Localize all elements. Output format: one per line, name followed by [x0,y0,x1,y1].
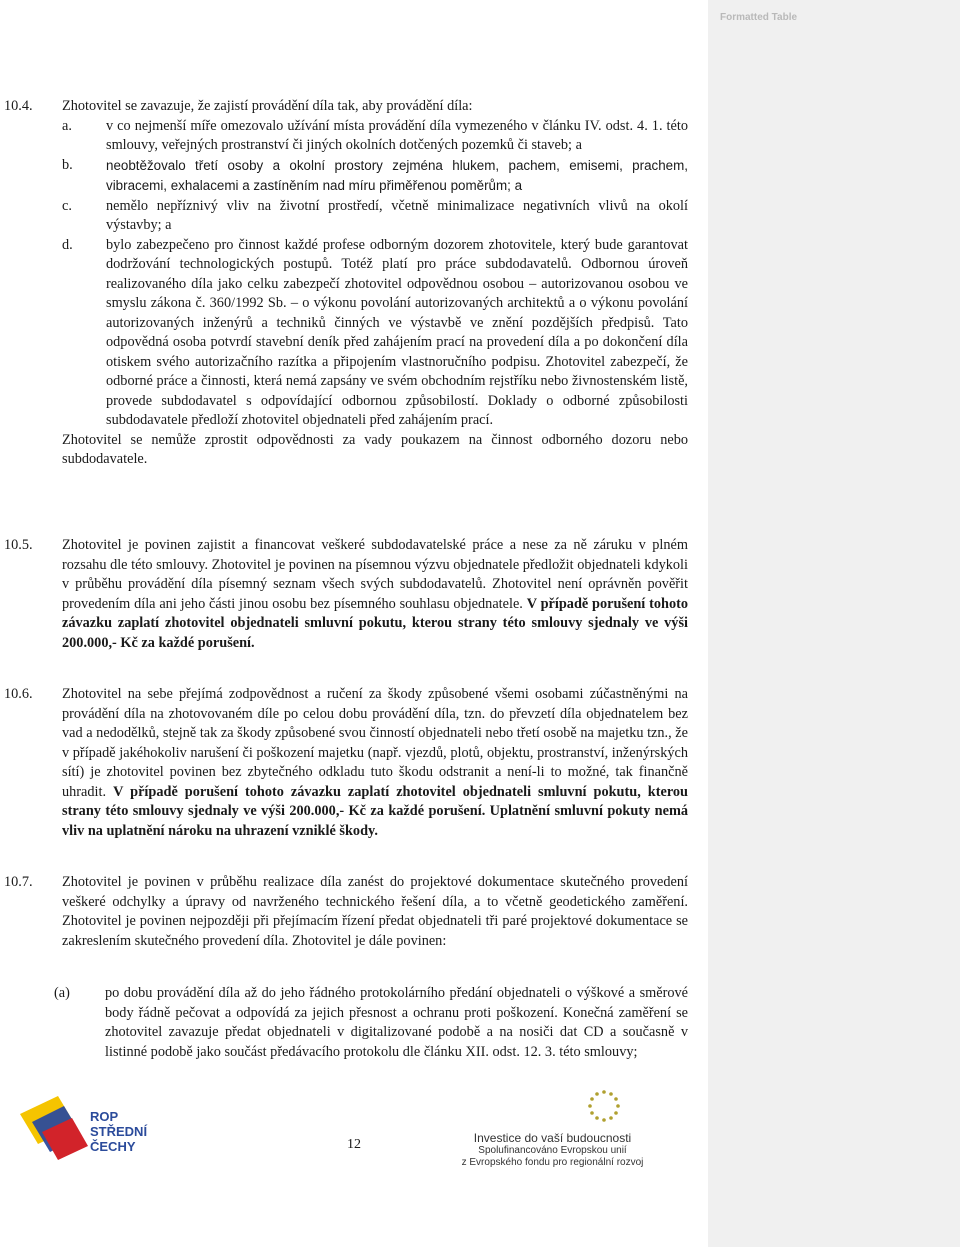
section-number: 10.5. [4,537,33,553]
section-number: 10.6. [4,686,33,702]
subclause-label: (a) [54,985,70,1001]
penalty-clause: V případě porušení tohoto závazku zaplatí zhotovitel objednateli smluvní pokutu, kterou strany této smlouvy sjednaly ve výši 200.000,- Kč za každé porušení. Uplatnění smluvní pokuty nemá vliv na uplatnění nároku na uhrazení vzniklé škody. [62,783,689,839]
comment-margin [708,0,960,1247]
condition-list [62,117,688,431]
section-10-4 [4,97,688,470]
section-number: 10.7. [4,874,33,890]
section-text: Zhotovitel je povinen v průběhu realizace díla zanést do projektové dokumentace skutečného provedení veškeré odchylky a úpravy od navrženého technického řešení díla, a to včetně geodetického zaměření. Zhotovitel je povinen nejpozději při přejímacím řízení předat objednateli tři paré projektové dokumentace se zakreslením skutečného provedení díla. Zhotovitel je dále povinen: [62,874,688,949]
section-intro: Zhotovitel se zavazuje, že zajistí provádění díla tak, aby provádění díla: [62,98,473,114]
eu-stars-icon [580,1086,628,1126]
penalty-clause: V případě porušení tohoto závazku zaplatí zhotovitel objednateli smluvní pokutu, kterou strany této smlouvy sjednaly ve výši 200.000,- Kč za každé porušení. [62,595,688,651]
section-text: Zhotovitel je povinen zajistit a financovat veškeré subdodavatelské práce a nese za ně záruku v plném rozsahu dle této smlouvy. Zhotovitel je povinen na písemnou výzvu objednatele předložit objednateli kdykoli v průběhu provádění díla písemný seznam všech svých subdodavatelů. Zhotovitel není oprávněn pověřit provedením díla ani jeho části jinou osobu bez písemného souhlasu objednatele. V případě porušení tohoto závazku zaplatí zhotovitel objednateli smluvní pokutu, kterou strany této smlouvy sjednaly ve výši 200.000,- Kč za každé porušení. [62,537,688,651]
subclause-a [54,984,688,1062]
rop-logo-text: ROP STŘEDNÍ ČECHY [90,1109,148,1154]
page-number: 12 [347,1137,361,1152]
list-item: b. neobtěžovalo třetí osoby a okolní prostory zejména hlukem, pachem, emisemi, prachem, vibracemi, exhalacemi a zastíněním nad míru přiměřenou poměrům; a [62,156,688,193]
section-closing: Zhotovitel se nemůže zprostit odpovědnosti za vady poukazem na činnost odborného dozoru nebo subdodavatele. [62,431,688,467]
list-item: c. nemělo nepříznivý vliv na životní prostředí, včetně minimalizace negativních vlivů na okolí výstavby; a [62,197,688,233]
section-10-5 [4,536,688,653]
section-10-6 [4,685,688,841]
section-text: Zhotovitel na sebe přejímá zodpovědnost a ručení za škody způsobené všemi osobami zúčastněnými na provádění díla na zhotovovaném díle po celou dobu provádění díla, tzn. do převzetí díla objednatelem bez vad a nedodělků, stejně tak za škody způsobené svou činností objednateli nebo třetí osobě na majetku tzn., že v případě jakéhokoliv narušení či poškození majetku (např. vjezdů, plotů, objektu, prostranství, inženýrských sítí) je zhotovitel povinen bez zbytečného odkladu tuto škodu odstranit a není-li to možné, tak finančně uhradit. V případě porušení tohoto závazku zaplatí zhotovitel objednateli smluvní pokutu, kterou strany této smlouvy sjednaly ve výši 200.000,- Kč za každé porušení. Uplatnění smluvní pokuty nemá vliv na uplatnění nároku na uhrazení vzniklé škody. [62,686,689,839]
list-item: d. bylo zabezpečeno pro činnost každé profese odborným dozorem zhotovitele, který bude garantovat dodržování technologických postupů. Totéž platí pro práce subdodavatelů. Odbornou úroveň realizovaného díla jako celku zabezpečí zhotovitel odpovědnou osobou – autorizovanou osobou ve smyslu zákona č. 360/1992 Sb. – o výkonu povolání autorizovaných architektů a o výkonu povolání autorizovaných inženýrů a techniků činných ve výstavbě ve znění pozdějších předpisů. Tato odpovědná osoba potvrdí stavební deník před zahájením prací na provedení díla a po dokončení díla otiskem svého autorizačního razítka a připojením vlastnoručního podpisu. Zhotovitel zabezpečí, že odborné práce a činnosti, která nemá zapsány ve svém obchodním rejstříku nebo živnostenském listě, provede subdodavatel s odpovídající odbornou způsobilostí. Doklady o odborné způsobilosti subdodavatele předloží zhotovitel objednateli před zahájením prací. [62,236,688,428]
subclause-text: po dobu provádění díla až do jeho řádného protokolárního předání objednateli o výškové a směrové body řádně pečovat a odpovídá za jejich přesnost a ochranu proti poškození. Konečná zaměření se zhotovitel zavazuje předat objednateli v digitalizované podobě a na nosiči dat CD a současně v listinné podobě jako součást předávacího protokolu dle článku XII. odst. 12. 3. této smlouvy; [105,985,688,1060]
list-item: a. v co nejmenší míře omezovalo užívání místa provádění díla vymezeného v článku IV. odst. 4. 1. této smlouvy, veřejných prostranství či jiných okolních dotčených pozemků či staveb; a [62,117,688,153]
formatting-note: Formatted Table [720,12,798,23]
section-number: 10.4. [4,98,33,114]
eu-funding-text: Investice do vaší budoucnosti Spolufinancováno Evropskou unií z Evropského fondu pro regionální rozvoj [461,1131,644,1168]
section-10-7 [4,873,688,951]
